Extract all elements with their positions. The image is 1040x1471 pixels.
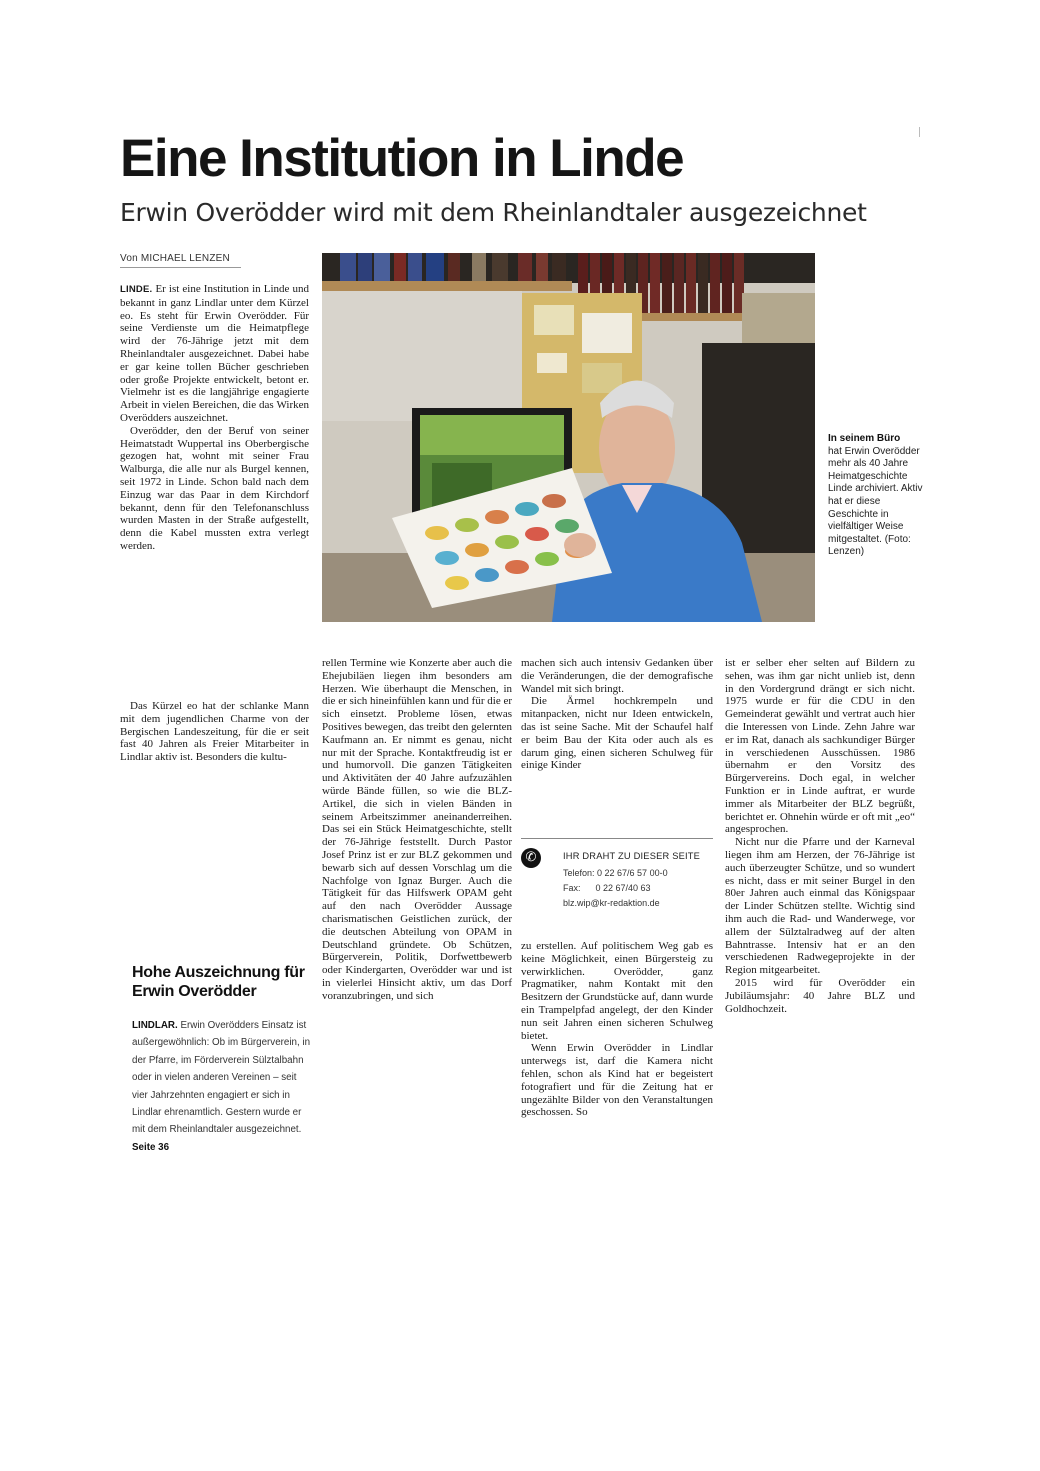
paragraph: Die Ärmel hochkrempeln und mitanpacken, nicht nur Ideen entwickeln, das ist seine Sache. Mit der Schaufel half er beim Bau der Kita oder auch als es darum ging, einen sicheren Schulweg für einige Kinder (521, 695, 713, 772)
sidebar-body: Erwin Overödders Einsatz ist außergewöhnlich: Ob im Bürgerverein, in der Pfarre, im Förderverein Sülztalbahn oder in vielen anderen Vereinen – seit vier Jahrzehnten engagiert er sich in Lindlar ehrenamtlich. Gestern wurde er mit dem Rheinlandtaler ausgezeichnet. (132, 1020, 311, 1136)
paragraph: Das Kürzel eo hat der schlanke Mann mit dem jugendlichen Charme von der Bergischen Landeszeitung, für die er seit fast 40 Jahren als Freier Mitarbeiter in Lindlar aktiv ist. Besonders die kultu- (120, 700, 309, 764)
phone-icon: ✆ (521, 848, 541, 868)
dateline: LINDE. (120, 284, 153, 295)
caption-text: hat Erwin Overödder mehr als 40 Jahre Heimatgeschichte Linde archiviert. Aktiv hat er diese Geschichte in vielfältiger Weise mitgestaltet. (Foto: Lenzen) (828, 445, 923, 558)
column-4 (725, 657, 915, 1015)
page-reference[interactable]: Seite 36 (132, 1141, 170, 1153)
paragraph: machen sich auch intensiv Gedanken über die Veränderungen, die der demografische Wandel mit sich bringt. (521, 657, 713, 695)
paragraph: 2015 wird für Overödder ein Jubiläumsjahr: 40 Jahre BLZ und Goldhochzeit. (725, 976, 915, 1015)
headline: Eine Institution in Linde (120, 129, 684, 188)
margin-mark (919, 127, 920, 137)
byline-rule (120, 267, 241, 268)
byline: Von MICHAEL LENZEN (120, 253, 230, 264)
photo-caption (828, 433, 923, 559)
sidebar-dateline: LINDLAR. (132, 1020, 178, 1031)
contact-phone: Telefon: 0 22 67/6 57 00-0 (563, 868, 668, 878)
article-photo (322, 253, 815, 622)
paragraph: ist er selber eher selten auf Bildern zu sehen, was ihm gar nicht unlieb ist, denn in den Vordergrund drängt er sich nicht. 1975 wurde er für die CDU in den Gemeinderat gewählt und vertrat auch hier die Interessen von Linde. Zehn Jahre war er im Rat, danach als sachkundiger Bürger in verschiedenen Ausschüssen. 1986 übernahm er den Vorsitz des Bürgervereins. Doch egal, in welcher Funktion er in Linde auftrat, er wurde immer als Mitarbeiter der BLZ begrüßt, berichtet er. Ohnehin würde er oft mit „eo“ angesprochen. (725, 657, 915, 836)
paragraph: Er ist eine Institution in Linde und bekannt in ganz Lindlar unter dem Kürzel eo. Es steht für Erwin Overödder. Für seine Verdienste um die Heimatpflege wird der 76-Jährige jetzt mit dem Rheinlandtaler ausgezeichnet. Dabei habe er gar keine tollen Bücher geschrieben oder große Projekte entwickelt, betont er. Vielmehr ist es die langjährige engagierte Arbeit in vielen Bereichen, die das Wirken Overödders auszeichnet. (120, 283, 309, 424)
paragraph: zu erstellen. Auf politischem Weg gab es keine Möglichkeit, einen Bürgersteig zu verwirklichen. Overödder, ganz Pragmatiker, nahm Kontakt mit den Besitzern der Grundstücke auf, dann wurde ein Trampelpfad angelegt, der den Kinder nun seit Jahren einen sicheren Schulweg bietet. (521, 940, 713, 1042)
paragraph: Nicht nur die Pfarre und der Karneval liegen ihm am Herzen, der 76-Jährige ist auch überzeugter Schütze, und so wundert es nicht, dass er mit seiner Burgel in den 80er Jahren auch einmal das Königspaar der Linder Schützen stellte. Wichtig sind ihm auch die Rad- und Wanderwege, vor allem der Sülztalradweg auf der alten Bahntrasse. Intensiv hat er an den verschiedenen Radwegeprojekte in der Region mitgearbeitet. (725, 836, 915, 977)
subheadline: Erwin Overödder wird mit dem Rheinlandtaler ausgezeichnet (120, 198, 867, 227)
column-2 (322, 657, 512, 1003)
contact-box (521, 838, 713, 918)
column-3-continued (521, 940, 713, 1119)
sidebar-title: Hohe Auszeichnung für Erwin Overödder (132, 964, 305, 1000)
column-1-continued (120, 700, 309, 764)
paragraph: rellen Termine wie Konzerte aber auch die Ehejubiläen liegen ihm besonders am Herzen. Wie überhaupt die Menschen, in die er sich hineinfühlen kann und für die er sich einsetzt. Probleme lösen, etwas Positives bewegen, das treibt den gelernten Kaufmann an. Er nimmt es genau, nicht nur mit der Sprache. Kontaktfreudig ist er und humorvoll. Die ganzen Tätigkeiten und Aktivitäten der 40 Jahre aufzuzählen würde Bände füllen, so wie die BLZ-Artikel, die sich in vielen Bänden in seinem Arbeitszimmer aneinanderreihen. Das sei ein Stück Heimatgeschichte, stellt der 76-Jährige feststellt. Durch Pastor Josef Prinz ist er zur BLZ gekommen und bewarb sich auf dessen Vorschlag um die Nachfolge von Ignaz Burger. Auch die Tätigkeit für das Hilfswerk OPAM geht auf den nach Overödder Aussage charismatischen Geistlichen zurück, der die deutschen Abteilung von OPAM in Deutschland gründete. Ob Schützen, Bürgerverein, Politik, Dorfwettbewerb oder Kindergarten, Overödder war und ist in vielerlei Hinsicht aktiv, um das Dorf voranzubringen, und sich (322, 657, 513, 1002)
contact-email[interactable]: blz.wip@kr-redaktion.de (563, 898, 660, 908)
contact-heading: IHR DRAHT ZU DIESER SEITE (563, 851, 701, 861)
contact-rule (521, 838, 713, 839)
column-1 (120, 283, 309, 553)
column-3 (521, 657, 713, 772)
sidebar-teaser (132, 1017, 312, 1156)
contact-fax: Fax: 0 22 67/40 63 (563, 883, 651, 893)
paragraph: Overödder, den der Beruf von seiner Heimatstadt Wuppertal ins Oberbergische gezogen hat, wohnt mit seiner Frau Walburga, die alle nur als Burgel kennen, seit 1972 in Linde. Schon bald nach dem Einzug war das Paar in dem Kirchdorf bekannt, denn für den Telefonanschluss wurden Masten in der Straße aufgestellt, denn die Kabel mussten extra verlegt werden. (120, 424, 309, 552)
paragraph: Wenn Erwin Overödder in Lindlar unterwegs ist, darf die Kamera nicht fehlen, schon als Kind hat er begeistert fotografiert und für die Zeitung hat er ungezählte Bilder von den Veranstaltungen geschossen. So (521, 1042, 713, 1119)
caption-lead: In seinem Büro (828, 433, 901, 444)
